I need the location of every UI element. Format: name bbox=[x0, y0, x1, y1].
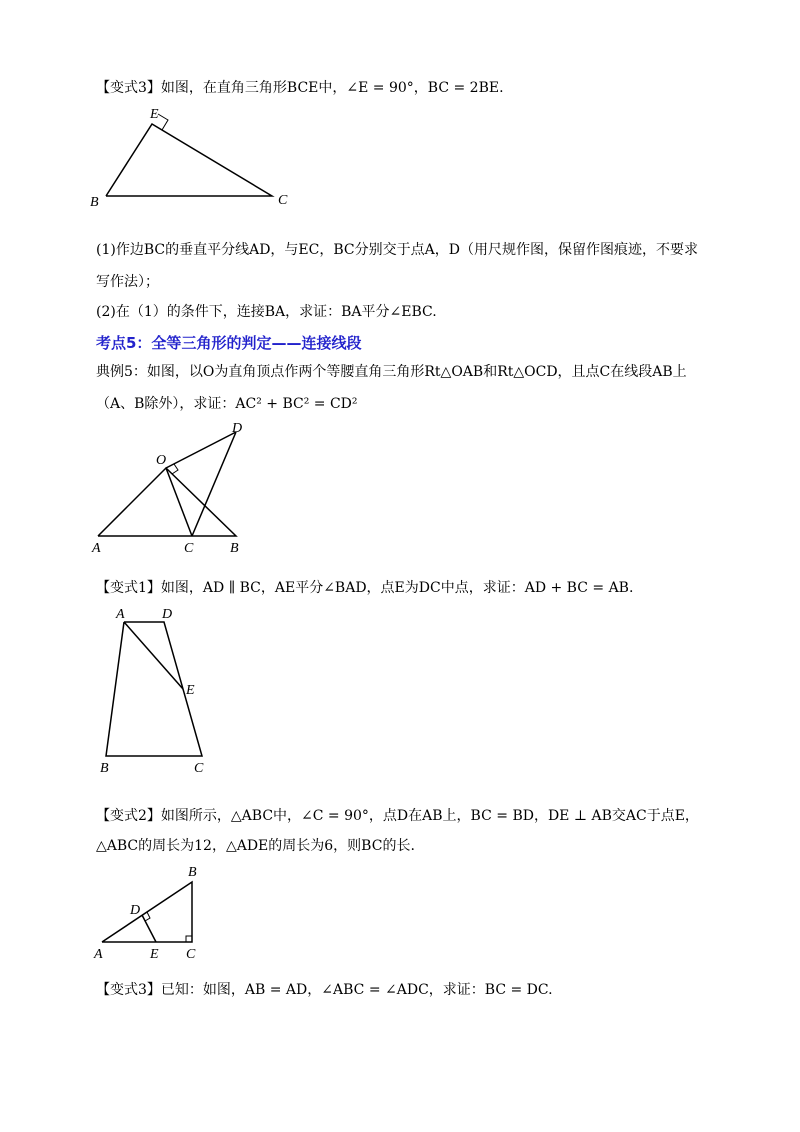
variant2-line2: △ABC的周长为12，△ADE的周长为6，则BC的长. bbox=[96, 838, 415, 854]
label-D: D bbox=[130, 903, 141, 918]
label-B: B bbox=[230, 541, 239, 556]
figure-right-triangle-abc bbox=[90, 860, 210, 960]
label-B: B bbox=[188, 865, 197, 880]
label-C: C bbox=[194, 761, 204, 776]
example5-line1: 典例5：如图，以O为直角顶点作两个等腰直角三角形Rt△OAB和Rt△OCD，且点C在线段AB上 bbox=[96, 364, 687, 380]
label-E: E bbox=[186, 683, 195, 698]
variant3a-q1a: (1)作边BC的垂直平分线AD，与EC，BC分别交于点A，D（用尺规作图，保留作图痕迹，不要求 bbox=[96, 242, 698, 258]
label-A: A bbox=[92, 541, 101, 556]
label-C: C bbox=[278, 193, 288, 208]
figure-trapezoid bbox=[94, 604, 224, 776]
label-E: E bbox=[150, 947, 159, 962]
label-C: C bbox=[184, 541, 194, 556]
variant3a-q2: (2)在（1）的条件下，连接BA，求证：BA平分∠EBC. bbox=[96, 304, 437, 320]
example5-line2: （A、B除外），求证：AC² + BC² = CD² bbox=[96, 396, 358, 412]
label-A: A bbox=[116, 607, 125, 622]
label-D: D bbox=[162, 607, 173, 622]
variant3a-q1b: 写作法）； bbox=[96, 274, 159, 290]
variant3a-line1: 【变式3】如图，在直角三角形BCE中，∠E = 90°，BC = 2BE. bbox=[96, 80, 504, 96]
label-B: B bbox=[90, 195, 99, 210]
label-C: C bbox=[186, 947, 196, 962]
label-O: O bbox=[156, 453, 167, 468]
figure-isosceles-right-triangles bbox=[88, 418, 258, 558]
label-D: D bbox=[232, 421, 243, 436]
variant2-line1: 【变式2】如图所示，△ABC中，∠C = 90°，点D在AB上，BC = BD，DE ⊥ AB交AC于点E， bbox=[96, 808, 699, 824]
label-E: E bbox=[150, 107, 159, 122]
variant3b-line1: 【变式3】已知：如图，AB = AD，∠ABC = ∠ADC，求证：BC = DC. bbox=[96, 982, 553, 998]
figure-triangle-bce bbox=[88, 104, 298, 214]
label-B: B bbox=[100, 761, 109, 776]
section5-heading: 考点5：全等三角形的判定——连接线段 bbox=[96, 334, 362, 352]
variant1-line1: 【变式1】如图，AD ∥ BC，AE平分∠BAD，点E为DC中点，求证：AD + BC = AB. bbox=[96, 580, 634, 596]
label-A: A bbox=[94, 947, 103, 962]
